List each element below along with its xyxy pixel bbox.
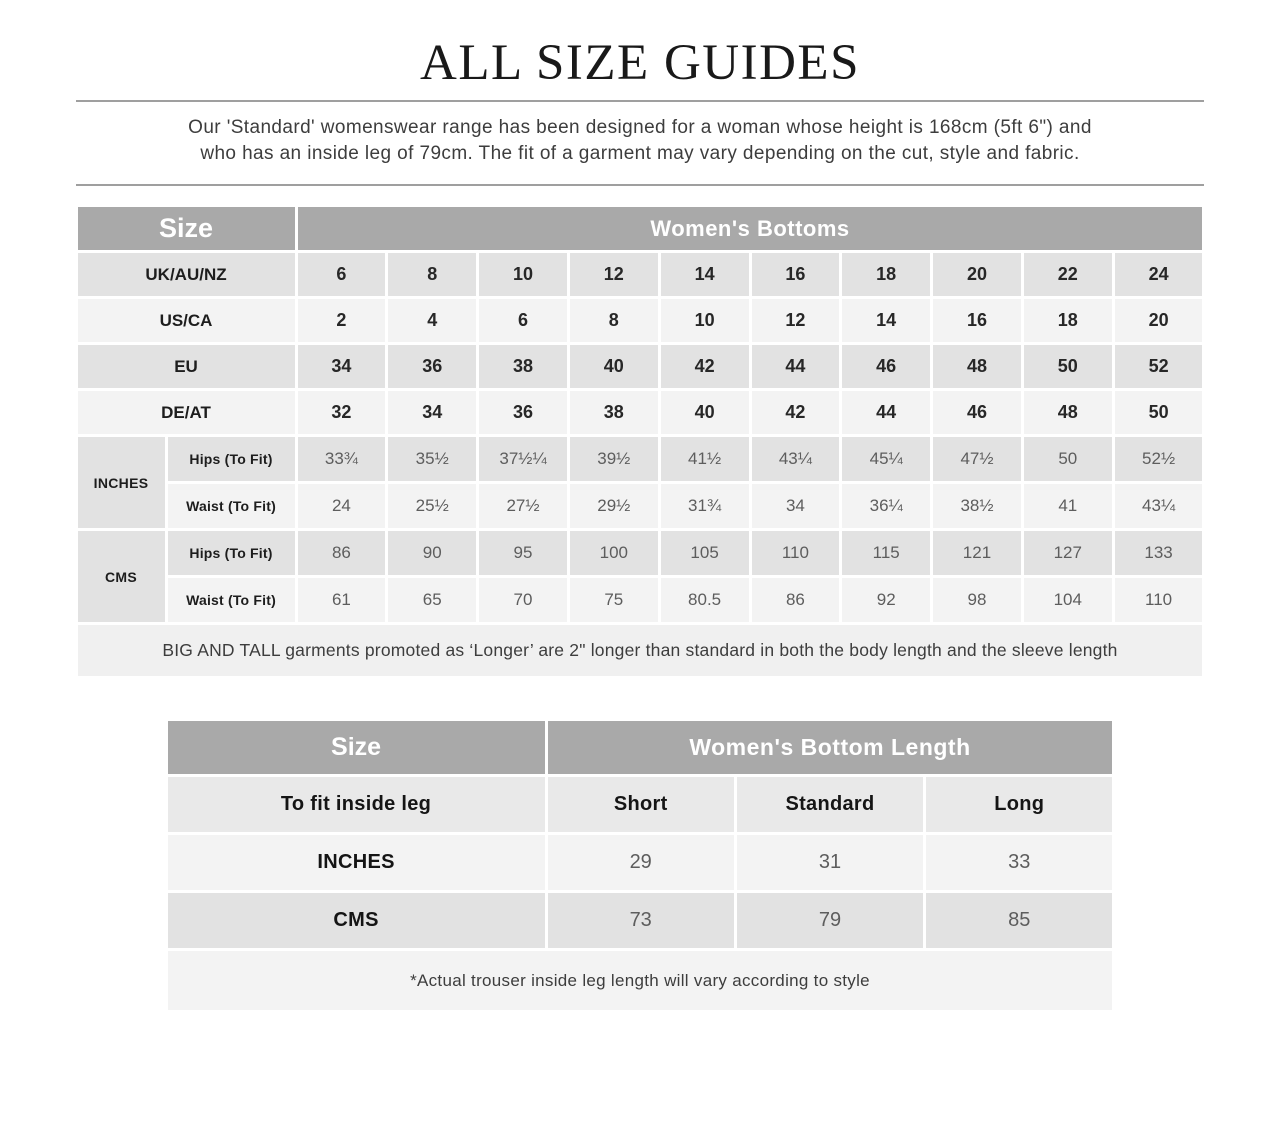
measure-value: 75 xyxy=(568,577,659,624)
measure-label-waist: Waist (To Fit) xyxy=(166,577,296,624)
measure-value: 35½ xyxy=(387,436,478,483)
measure-value: 38½ xyxy=(932,483,1023,530)
length-header-row xyxy=(166,720,1114,776)
size-value: 10 xyxy=(478,252,569,298)
length-value: 33 xyxy=(925,834,1114,892)
measure-value: 98 xyxy=(932,577,1023,624)
size-value: 44 xyxy=(750,344,841,390)
measure-value: 105 xyxy=(659,530,750,577)
measure-value: 33¾ xyxy=(296,436,387,483)
intro-line-1: Our 'Standard' womenswear range has been designed for a woman whose height is 168cm (5ft 6") and xyxy=(188,117,1092,138)
measure-value: 52½ xyxy=(1113,436,1204,483)
womens-bottoms-table xyxy=(75,204,1206,679)
size-value: 18 xyxy=(1022,298,1113,344)
measure-value: 104 xyxy=(1022,577,1113,624)
size-value: 14 xyxy=(659,252,750,298)
measure-value: 36¼ xyxy=(841,483,932,530)
table-row-length-cms xyxy=(166,892,1114,950)
size-value: 42 xyxy=(750,390,841,436)
measure-value: 133 xyxy=(1113,530,1204,577)
measure-value: 92 xyxy=(841,577,932,624)
measure-value: 24 xyxy=(296,483,387,530)
row-label-eu: EU xyxy=(76,344,296,390)
measure-value: 27½ xyxy=(478,483,569,530)
size-value: 4 xyxy=(387,298,478,344)
measure-value: 25½ xyxy=(387,483,478,530)
measure-value: 45¼ xyxy=(841,436,932,483)
length-value: 79 xyxy=(735,892,924,950)
measure-value: 115 xyxy=(841,530,932,577)
size-value: 42 xyxy=(659,344,750,390)
measure-value: 29½ xyxy=(568,483,659,530)
table-row-de-at xyxy=(76,390,1204,436)
big-and-tall-note: BIG AND TALL garments promoted as ‘Longer’ are 2" longer than standard in both the body length and the sleeve length xyxy=(76,624,1204,678)
size-value: 34 xyxy=(296,344,387,390)
size-value: 36 xyxy=(387,344,478,390)
measure-value: 43¼ xyxy=(750,436,841,483)
size-value: 12 xyxy=(750,298,841,344)
bottoms-size-header: Size xyxy=(76,206,296,252)
size-value: 16 xyxy=(750,252,841,298)
measure-value: 100 xyxy=(568,530,659,577)
measure-value: 110 xyxy=(750,530,841,577)
measure-value: 90 xyxy=(387,530,478,577)
measure-value: 95 xyxy=(478,530,569,577)
row-label-de-at: DE/AT xyxy=(76,390,296,436)
size-value: 8 xyxy=(568,298,659,344)
measure-value: 110 xyxy=(1113,577,1204,624)
table-row-hips-cms xyxy=(76,530,1204,577)
measure-value: 80.5 xyxy=(659,577,750,624)
intro-text xyxy=(76,100,1204,186)
size-value: 14 xyxy=(841,298,932,344)
measure-value: 127 xyxy=(1022,530,1113,577)
measure-value: 41 xyxy=(1022,483,1113,530)
size-value: 32 xyxy=(296,390,387,436)
bottoms-header-row xyxy=(76,206,1204,252)
size-value: 6 xyxy=(478,298,569,344)
measure-value: 61 xyxy=(296,577,387,624)
size-value: 10 xyxy=(659,298,750,344)
column-label-short: Short xyxy=(546,776,735,834)
size-value: 40 xyxy=(568,344,659,390)
size-value: 2 xyxy=(296,298,387,344)
measure-value: 31¾ xyxy=(659,483,750,530)
size-value: 34 xyxy=(387,390,478,436)
length-value: 73 xyxy=(546,892,735,950)
length-size-header: Size xyxy=(166,720,546,776)
measure-label-waist: Waist (To Fit) xyxy=(166,483,296,530)
unit-label-inches: INCHES xyxy=(76,436,166,530)
size-value: 46 xyxy=(932,390,1023,436)
measure-value: 34 xyxy=(750,483,841,530)
measure-value: 39½ xyxy=(568,436,659,483)
measure-value: 47½ xyxy=(932,436,1023,483)
size-value: 38 xyxy=(478,344,569,390)
size-value: 12 xyxy=(568,252,659,298)
size-value: 6 xyxy=(296,252,387,298)
row-label-inches: INCHES xyxy=(166,834,546,892)
table-row-us-ca xyxy=(76,298,1204,344)
womens-bottom-length-table xyxy=(165,718,1116,1013)
size-value: 50 xyxy=(1022,344,1113,390)
table-row-uk-au-nz xyxy=(76,252,1204,298)
measure-value: 70 xyxy=(478,577,569,624)
size-value: 46 xyxy=(841,344,932,390)
table-row-waist-inches xyxy=(76,483,1204,530)
table-row-length-inches xyxy=(166,834,1114,892)
length-footnote: *Actual trouser inside leg length will vary according to style xyxy=(166,950,1114,1012)
measure-value: 86 xyxy=(750,577,841,624)
unit-label-cms: CMS xyxy=(76,530,166,624)
column-label-standard: Standard xyxy=(735,776,924,834)
size-value: 48 xyxy=(932,344,1023,390)
measure-value: 41½ xyxy=(659,436,750,483)
size-value: 44 xyxy=(841,390,932,436)
size-value: 48 xyxy=(1022,390,1113,436)
table-row-waist-cms xyxy=(76,577,1204,624)
measure-value: 65 xyxy=(387,577,478,624)
length-table-title: Women's Bottom Length xyxy=(546,720,1114,776)
table-row-eu xyxy=(76,344,1204,390)
intro-line-2: who has an inside leg of 79cm. The fit of a garment may vary depending on the cut, style and fabric. xyxy=(200,143,1080,164)
size-value: 20 xyxy=(932,252,1023,298)
page-title: ALL SIZE GUIDES xyxy=(420,35,860,91)
size-value: 52 xyxy=(1113,344,1204,390)
measure-value: 50 xyxy=(1022,436,1113,483)
measure-label-hips: Hips (To Fit) xyxy=(166,530,296,577)
measure-value: 86 xyxy=(296,530,387,577)
size-value: 18 xyxy=(841,252,932,298)
length-footnote-row xyxy=(166,950,1114,1012)
size-value: 40 xyxy=(659,390,750,436)
size-value: 24 xyxy=(1113,252,1204,298)
measure-label-hips: Hips (To Fit) xyxy=(166,436,296,483)
measure-value: 121 xyxy=(932,530,1023,577)
size-value: 38 xyxy=(568,390,659,436)
row-label-inside-leg: To fit inside leg xyxy=(166,776,546,834)
size-value: 16 xyxy=(932,298,1023,344)
size-value: 20 xyxy=(1113,298,1204,344)
bottoms-table-title: Women's Bottoms xyxy=(296,206,1204,252)
measure-value: 37½¼ xyxy=(478,436,569,483)
length-columns-row xyxy=(166,776,1114,834)
table-row-hips-inches xyxy=(76,436,1204,483)
length-value: 29 xyxy=(546,834,735,892)
size-value: 36 xyxy=(478,390,569,436)
length-value: 85 xyxy=(925,892,1114,950)
row-label-uk-au-nz: UK/AU/NZ xyxy=(76,252,296,298)
size-value: 22 xyxy=(1022,252,1113,298)
row-label-us-ca: US/CA xyxy=(76,298,296,344)
size-value: 8 xyxy=(387,252,478,298)
column-label-long: Long xyxy=(925,776,1114,834)
measure-value: 43¼ xyxy=(1113,483,1204,530)
big-and-tall-note-row xyxy=(76,624,1204,678)
length-value: 31 xyxy=(735,834,924,892)
size-value: 50 xyxy=(1113,390,1204,436)
row-label-cms: CMS xyxy=(166,892,546,950)
